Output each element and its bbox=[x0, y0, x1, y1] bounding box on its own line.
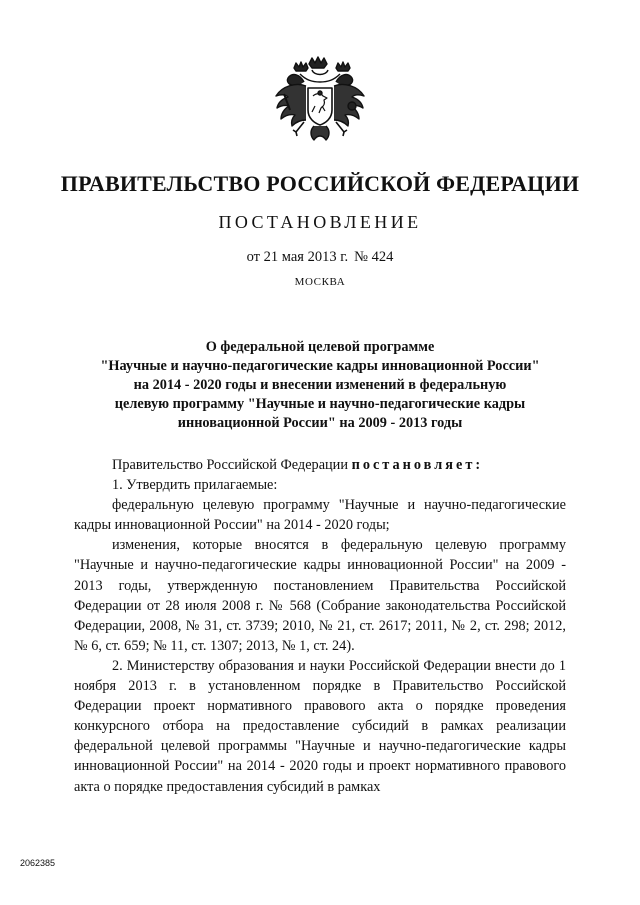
footer-code: 2062385 bbox=[20, 858, 56, 868]
intro-paragraph bbox=[74, 455, 566, 475]
coat-of-arms-icon bbox=[268, 52, 372, 154]
paragraph-1b: изменения, которые вносятся в федеральную целевую программу "Научные и научно-педагогические кадры инновационной России" на 2009 - 2013 годы, утвержденную постановлением Правительства Российской Федерации от 28 июля 2008 г. № 568 (Собрание законодательства Российской Федерации, 2008, № 31, ст. 3739; 2010, № 21, ст. 2617; 2011, № 2, ст. 298; 2012, № 6, ст. 659; № 11, ст. 1307; 2013, № 1, ст. 24). bbox=[74, 537, 566, 654]
heading-line: инновационной России" на 2009 - 2013 годы bbox=[177, 414, 463, 431]
document-place: МОСКВА bbox=[294, 276, 346, 288]
heading-line: целевую программу "Научные и научно-педагогические кадры bbox=[114, 395, 526, 412]
document-date: от 21 мая 2013 г. bbox=[246, 249, 349, 265]
heading-line: "Научные и научно-педагогические кадры инновационной России" bbox=[100, 357, 540, 374]
document-body bbox=[74, 455, 566, 797]
document-heading bbox=[60, 338, 580, 433]
government-title: ПРАВИТЕЛЬСТВО РОССИЙСКОЙ ФЕДЕРАЦИИ bbox=[60, 171, 580, 196]
heading-line: на 2014 - 2020 годы и внесении изменений в федеральную bbox=[133, 376, 507, 393]
intro-decree-word: постановляет: bbox=[351, 457, 484, 473]
intro-prefix: Правительство Российской Федерации bbox=[112, 457, 352, 473]
paragraph-2: 2. Министерству образования и науки Российской Федерации внести до 1 ноября 2013 г. в установленном порядке в Правительство Российской Федерации проект нормативного правового акта о порядке проведения конкурсного отбора на предоставление субсидий в рамках реализации федеральной целевой программы "Научные и научно-педагогические кадры инновационной России" на 2014 - 2020 годы и проект нормативного правового акта о порядке предоставления субсидий в рамках bbox=[74, 657, 566, 795]
document-type: ПОСТАНОВЛЕНИЕ bbox=[218, 212, 422, 232]
document-date-line bbox=[0, 249, 640, 266]
document-number: № 424 bbox=[354, 249, 394, 265]
heading-line: О федеральной целевой программе bbox=[205, 339, 435, 355]
paragraph-1: 1. Утвердить прилагаемые: bbox=[112, 477, 278, 494]
paragraph-1a: федеральную целевую программу "Научные и научно-педагогические кадры инновационной России" на 2014 - 2020 годы; bbox=[74, 497, 566, 534]
